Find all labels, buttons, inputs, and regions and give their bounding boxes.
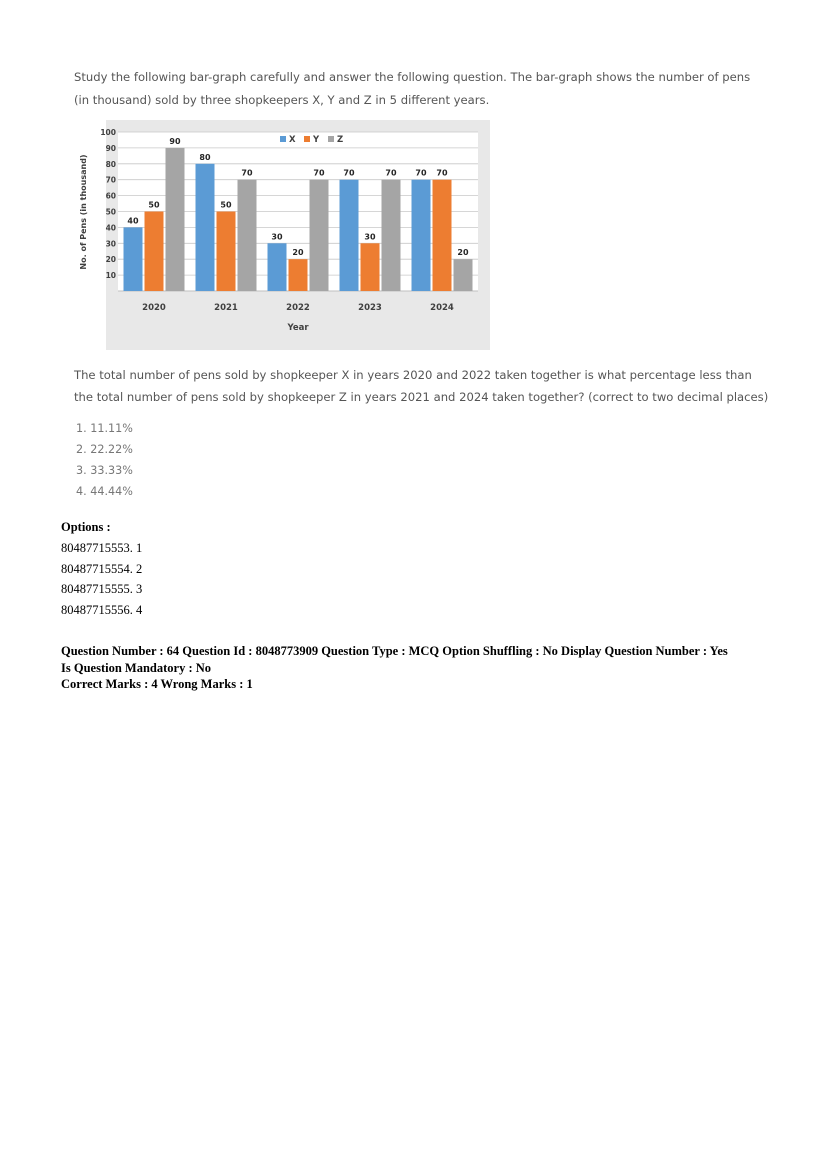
x-axis-title: Year: [287, 323, 309, 333]
option-item: 80487715554. 2: [61, 561, 143, 576]
bar-z: [166, 148, 185, 291]
question-text: [74, 364, 774, 408]
data-label: 70: [343, 168, 355, 178]
legend-label-y: Y: [313, 135, 320, 145]
data-label: 50: [148, 200, 160, 210]
data-label: 30: [271, 232, 283, 242]
x-tick-label: 2023: [358, 303, 382, 313]
bar-y: [361, 243, 380, 291]
data-label: 20: [457, 248, 469, 258]
bar-z: [310, 180, 329, 291]
answer-choice: 3. 33.33%: [76, 464, 133, 477]
y-tick-label: 20: [105, 255, 116, 265]
answer-choice: 1. 11.11%: [76, 422, 133, 435]
y-tick-label: 70: [105, 175, 116, 185]
question-text-line-2: the total number of pens sold by shopkeeper Z in years 2021 and 2024 taken together? (correct to two decimal places): [74, 390, 769, 404]
x-tick-label: 2024: [430, 303, 454, 313]
bar-x: [124, 227, 143, 291]
data-label: 40: [127, 216, 139, 226]
bar-x: [412, 180, 431, 291]
legend-label-z: Z: [337, 135, 344, 145]
data-label: 90: [169, 136, 181, 146]
bar-y: [145, 212, 164, 292]
legend-label-x: X: [289, 135, 296, 145]
question-text-line-1: The total number of pens sold by shopkeeper X in years 2020 and 2022 taken together is what percentage less than: [74, 368, 752, 382]
data-label: 20: [292, 248, 304, 258]
question-meta-line-2: Is Question Mandatory : No: [61, 660, 212, 675]
question-meta-line-1: Question Number : 64 Question Id : 8048773909 Question Type : MCQ Option Shuffling : No Display Question Number : Yes: [61, 644, 728, 658]
options-heading: Options :: [61, 520, 111, 534]
question-intro-line-2: (in thousand) sold by three shopkeepers X, Y and Z in 5 different years.: [74, 93, 490, 107]
y-tick-label: 50: [105, 207, 116, 217]
x-tick-label: 2021: [214, 303, 238, 313]
data-label: 80: [199, 152, 211, 162]
y-axis-title: No. of Pens (in thousand): [79, 154, 88, 270]
data-label: 70: [436, 168, 448, 178]
bar-y: [217, 212, 236, 292]
bar-y: [289, 259, 308, 291]
y-tick-label: 80: [105, 159, 116, 169]
bar-x: [196, 164, 215, 291]
data-label: 70: [415, 168, 427, 178]
y-tick-label: 10: [105, 271, 116, 281]
data-label: 70: [241, 168, 253, 178]
x-tick-label: 2020: [142, 303, 166, 313]
bar-chart: [79, 120, 490, 350]
answer-choice: 2. 22.22%: [76, 443, 133, 456]
data-label: 30: [364, 232, 376, 242]
options-list: [61, 538, 142, 620]
bar-y: [433, 180, 452, 291]
y-tick-label: 60: [105, 191, 116, 201]
question-meta-line-3: Correct Marks : 4 Wrong Marks : 1: [61, 677, 253, 691]
option-item: 80487715553. 1: [61, 541, 143, 555]
data-label: 70: [313, 168, 325, 178]
bar-z: [454, 259, 473, 291]
question-intro-line-1: Study the following bar-graph carefully and answer the following question. The bar-graph shows the number of pens: [74, 70, 751, 84]
legend-swatch-x: [280, 136, 286, 142]
option-item: 80487715555. 3: [61, 582, 143, 596]
answer-choices: [76, 418, 133, 502]
bar-z: [382, 180, 401, 291]
bar-z: [238, 180, 257, 291]
y-tick-label: 40: [105, 223, 116, 233]
data-label: 50: [220, 200, 232, 210]
answer-choice: 4. 44.44%: [76, 485, 133, 498]
legend-swatch-z: [328, 136, 334, 142]
data-label: 70: [385, 168, 397, 178]
y-tick-label: 90: [105, 143, 116, 153]
bar-x: [268, 243, 287, 291]
legend-swatch-y: [304, 136, 310, 142]
x-tick-label: 2022: [286, 303, 310, 313]
question-meta: [61, 643, 781, 693]
question-intro: [74, 66, 774, 112]
bar-chart-svg: [79, 120, 490, 350]
bar-x: [340, 180, 359, 291]
y-tick-label: 30: [105, 239, 116, 249]
y-tick-label: 100: [100, 128, 116, 137]
option-item: 80487715556. 4: [61, 602, 143, 617]
